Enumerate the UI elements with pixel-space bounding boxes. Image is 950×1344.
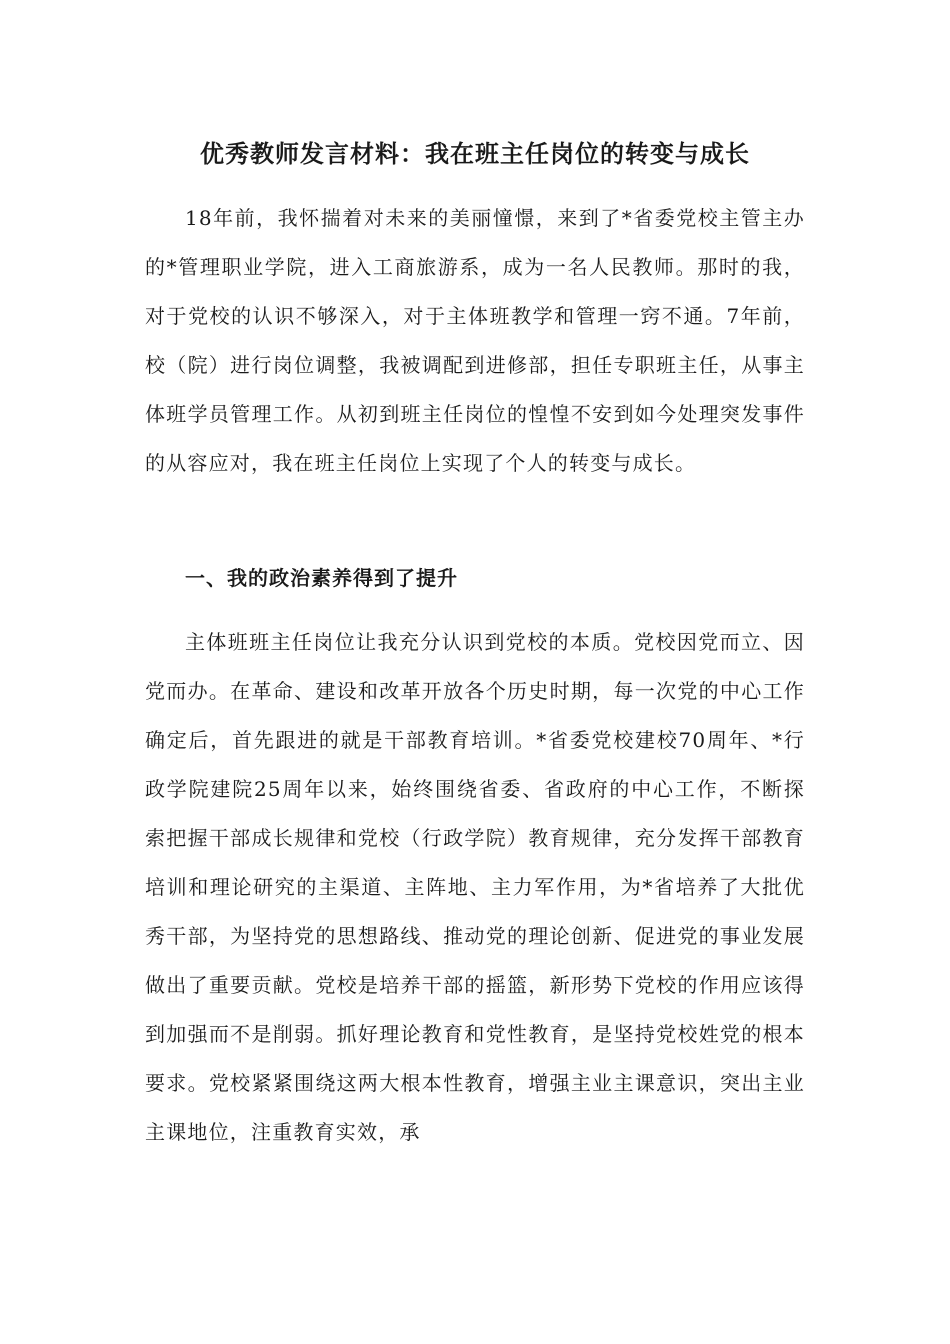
- paragraph-intro: 18年前，我怀揣着对未来的美丽憧憬，来到了*省委党校主管主办的*管理职业学院，进入工商旅游系，成为一名人民教师。那时的我，对于党校的认识不够深入，对于主体班教学和管理一窍不通。7年前，校（院）进行岗位调整，我被调配到进修部，担任专职班主任，从事主体班学员管理工作。从初到班主任岗位的惶惶不安到如今处理突发事件的从容应对，我在班主任岗位上实现了个人的转变与成长。: [145, 206, 805, 475]
- document-title: 优秀教师发言材料：我在班主任岗位的转变与成长: [200, 140, 750, 168]
- paragraph-section-1: 主体班班主任岗位让我充分认识到党校的本质。党校因党而立、因党而办。在革命、建设和改革开放各个历史时期，每一次党的中心工作确定后，首先跟进的就是干部教育培训。*省委党校建校70周年、*行政学院建院25周年以来，始终围绕省委、省政府的中心工作，不断探索把握干部成长规律和党校（行政学院）教育规律，充分发挥干部教育培训和理论研究的主渠道、主阵地、主力军作用，为*省培养了大批优秀干部，为坚持党的思想路线、推动党的理论创新、促进党的事业发展做出了重要贡献。党校是培养干部的摇篮，新形势下党校的作用应该得到加强而不是削弱。抓好理论教育和党性教育，是坚持党校姓党的根本要求。党校紧紧围绕这两大根本性教育，增强主业主课意识，突出主业主课地位，注重教育实效，承: [145, 630, 805, 1144]
- section-heading-1: 一、我的政治素养得到了提升: [185, 566, 458, 590]
